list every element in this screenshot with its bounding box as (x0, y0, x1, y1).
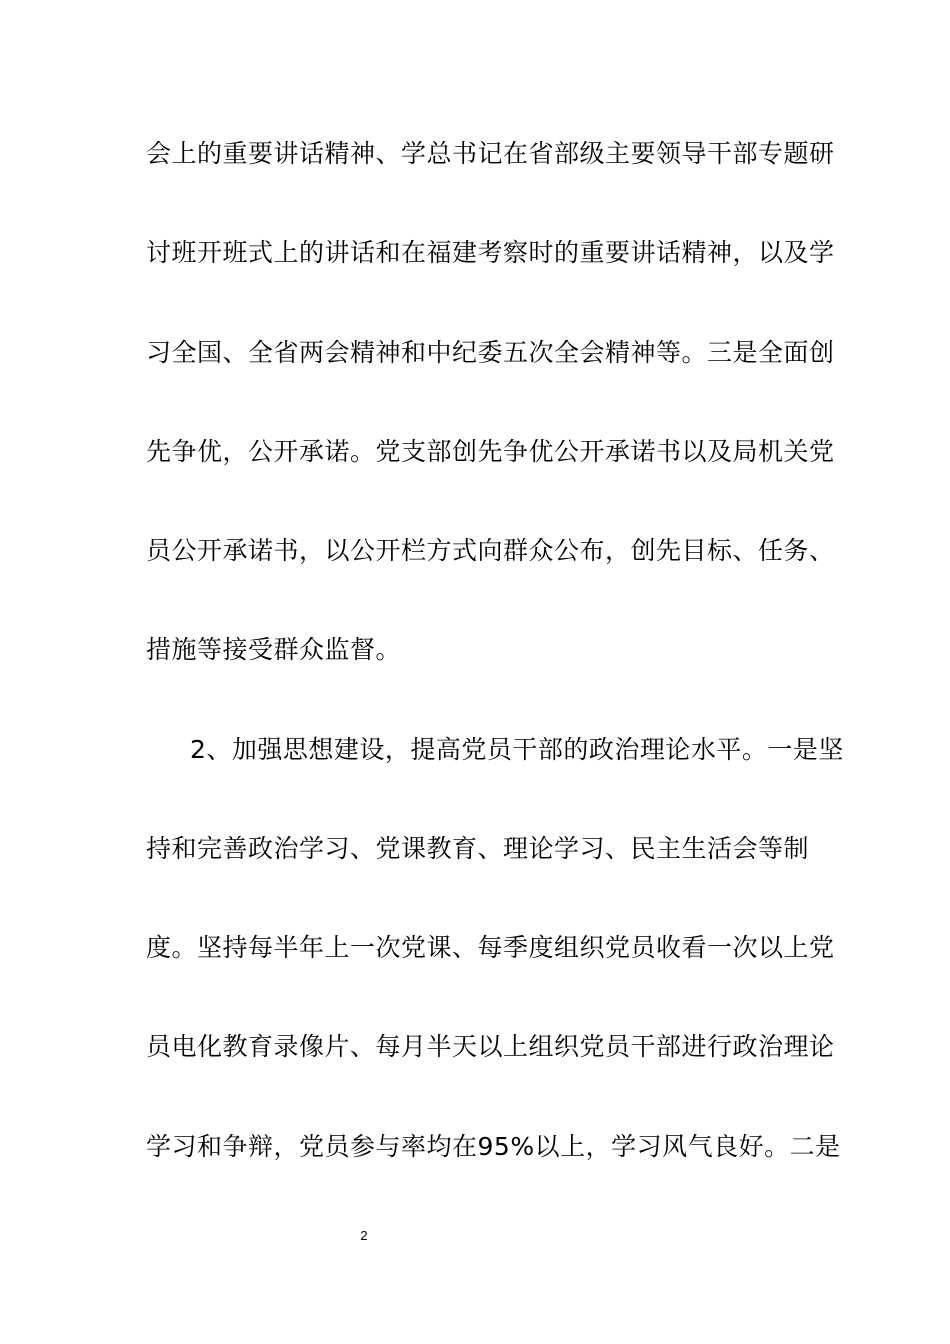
text-line: 会上的重要讲话精神、学总书记在省部级主要领导干部专题研 (146, 139, 835, 168)
text-line: 讨班开班式上的讲话和在福建考察时的重要讲话精神，以及学 (146, 238, 835, 267)
text-line: 学习和争辩，党员参与率均在95%以上，学习风气良好。二是 (146, 1132, 841, 1161)
text-line: 2、加强思想建设，提高党员干部的政治理论水平。一是坚 (190, 735, 844, 764)
text-line: 员公开承诺书，以公开栏方式向群众公布，创先目标、任务、 (146, 536, 835, 565)
page-number: 2 (360, 1228, 368, 1243)
text-line: 员电化教育录像片、每月半天以上组织党员干部进行政治理论 (146, 1032, 835, 1061)
text-line: 持和完善政治学习、党课教育、理论学习、民主生活会等制 (146, 834, 810, 863)
text-line: 措施等接受群众监督。 (146, 635, 402, 664)
text-line: 度。坚持每半年上一次党课、每季度组织党员收看一次以上党 (146, 933, 835, 962)
text-line: 习全国、全省两会精神和中纪委五次全会精神等。三是全面创 (146, 338, 835, 367)
text-line: 先争优，公开承诺。党支部创先争优公开承诺书以及局机关党 (146, 437, 835, 466)
